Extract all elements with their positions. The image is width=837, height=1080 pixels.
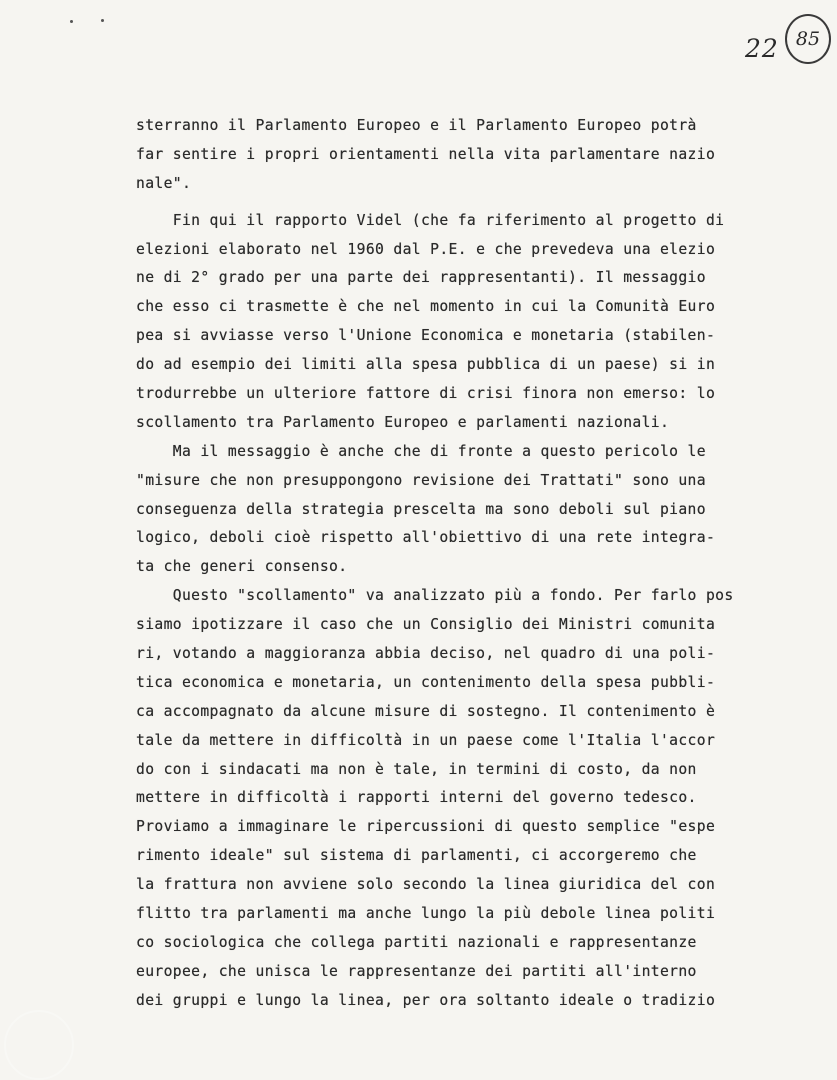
text-line: trodurrebbe un ulteriore fattore di crisi finora non emerso: lo: [136, 385, 716, 403]
text-line: tica economica e monetaria, un contenimento della spesa pubbli-: [136, 673, 716, 691]
text-line: logico, deboli cioè rispetto all'obiettivo di una rete integra-: [136, 529, 716, 547]
text-line: tale da mettere in difficoltà in un paese come l'Italia l'accor: [136, 731, 716, 749]
text-line: co sociologica che collega partiti nazionali e rappresentanze: [136, 933, 697, 951]
text-line: europee, che unisca le rappresentanze dei partiti all'interno: [136, 962, 697, 980]
watermark-seal-icon: [4, 1010, 74, 1080]
text-line: ca accompagnato da alcune misure di sostegno. Il contenimento è: [136, 702, 716, 720]
text-line: Questo "scollamento" va analizzato più a fondo. Per farlo pos: [136, 587, 734, 605]
typewritten-body: [136, 112, 776, 1016]
text-line: sterranno il Parlamento Europeo e il Parlamento Europeo potrà: [136, 117, 697, 134]
text-line: ta che generi consenso.: [136, 558, 348, 576]
text-line: elezioni elaborato nel 1960 dal P.E. e che prevedeva una elezio: [136, 240, 716, 258]
text-line: mettere in difficoltà i rapporti interni del governo tedesco.: [136, 789, 697, 807]
text-line: dei gruppi e lungo la linea, per ora soltanto ideale o tradizio: [136, 991, 716, 1009]
text-line: far sentire i propri orientamenti nella vita parlamentare nazio: [136, 145, 716, 163]
text-line: la frattura non avviene solo secondo la linea giuridica del con: [136, 876, 716, 894]
text-line: do con i sindacati ma non è tale, in termini di costo, da non: [136, 760, 697, 778]
text-line: flitto tra parlamenti ma anche lungo la più debole linea politi: [136, 905, 716, 923]
text-line: do ad esempio dei limiti alla spesa pubblica di un paese) si in: [136, 356, 716, 374]
text-line: rimento ideale" sul sistema di parlamenti, ci accorgeremo che: [136, 847, 697, 865]
text-line: Fin qui il rapporto Videl (che fa riferimento al progetto di: [136, 211, 725, 229]
scan-speck: [101, 19, 104, 22]
text-line: "misure che non presuppongono revisione dei Trattati" sono una: [136, 471, 706, 489]
text-line: ne di 2° grado per una parte dei rappresentanti). Il messaggio: [136, 269, 706, 287]
text-line: siamo ipotizzare il caso che un Consiglio dei Ministri comunita: [136, 616, 716, 634]
text-line: scollamento tra Parlamento Europeo e parlamenti nazionali.: [136, 413, 670, 431]
text-line: pea si avviasse verso l'Unione Economica e monetaria (stabilen-: [136, 327, 716, 345]
text-line: Ma il messaggio è anche che di fronte a questo pericolo le: [136, 442, 706, 460]
handwritten-page-number: 22: [745, 34, 779, 63]
text-line: conseguenza della strategia prescelta ma sono deboli sul piano: [136, 500, 706, 518]
text-line: nale".: [136, 174, 192, 192]
text-line: Proviamo a immaginare le ripercussioni di questo semplice "espe: [136, 818, 716, 836]
scan-speck: [70, 20, 73, 23]
text-line: ri, votando a maggioranza abbia deciso, nel quadro di una poli-: [136, 645, 716, 663]
paragraph-gap: [136, 199, 776, 207]
circled-archive-number: 85: [785, 14, 831, 64]
text-line: che esso ci trasmette è che nel momento in cui la Comunità Euro: [136, 298, 716, 316]
